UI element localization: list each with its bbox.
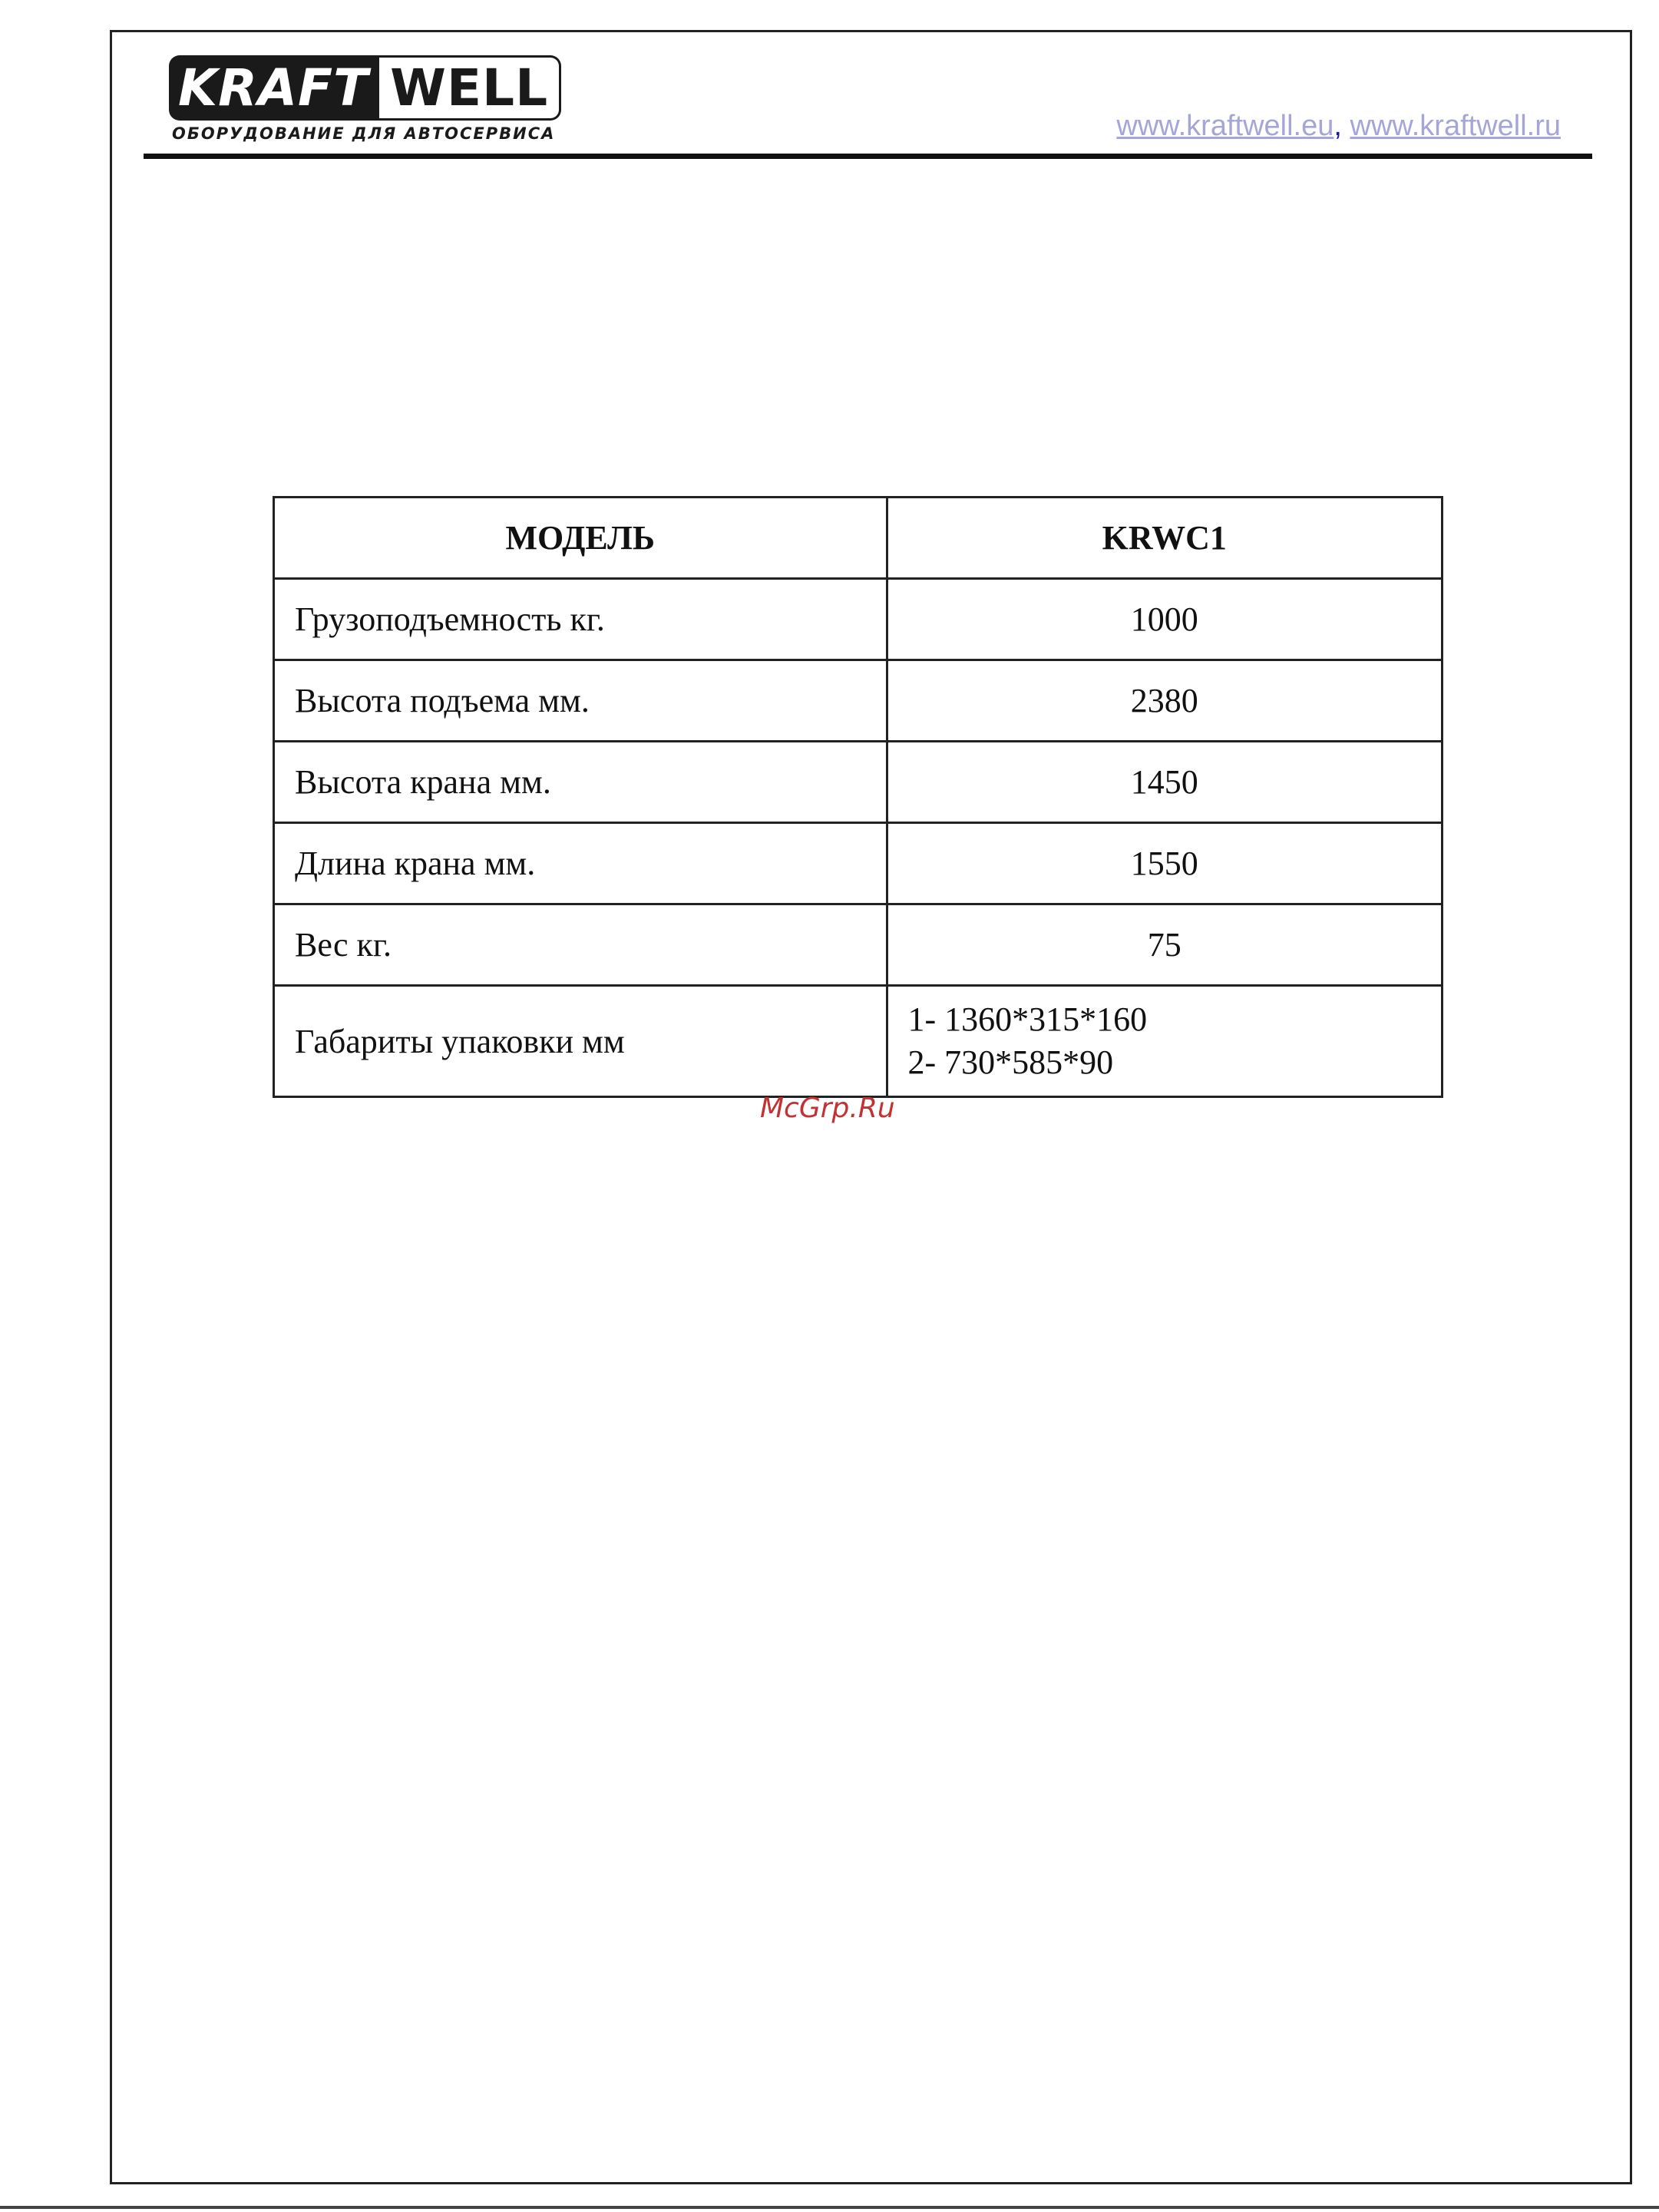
table-row	[274, 904, 1443, 986]
row-label: Высота подъема мм.	[274, 660, 887, 742]
spec-table	[273, 496, 1443, 1098]
table-row	[274, 823, 1443, 904]
watermark: McGrp.Ru	[760, 1093, 895, 1124]
packaging-label: Габариты упаковки мм	[274, 986, 887, 1097]
link-kraftwell-ru[interactable]: www.kraftwell.ru	[1350, 110, 1561, 142]
row-label: Длина крана мм.	[274, 823, 887, 904]
row-label: Высота крана мм.	[274, 742, 887, 823]
logo-brand-well: WELL	[379, 55, 561, 121]
row-value: 1000	[887, 579, 1442, 660]
table-row	[274, 579, 1443, 660]
row-value: 1550	[887, 823, 1442, 904]
packaging-line-2: 2- 730*585*90	[907, 1043, 1114, 1081]
packaging-value	[887, 986, 1442, 1097]
row-value: 2380	[887, 660, 1442, 742]
header-model-cell: KRWC1	[887, 498, 1442, 579]
table-row	[274, 660, 1443, 742]
row-value: 75	[887, 904, 1442, 986]
link-separator: ,	[1333, 110, 1342, 142]
table-row	[274, 742, 1443, 823]
site-links	[1116, 110, 1561, 143]
packaging-line-1: 1- 1360*315*160	[907, 1000, 1148, 1038]
row-label: Вес кг.	[274, 904, 887, 986]
logo-brand-kraft: KRAFT	[169, 55, 379, 121]
row-value: 1450	[887, 742, 1442, 823]
bottom-edge-line	[0, 2206, 1659, 2209]
header-divider	[144, 154, 1592, 159]
table-header-row	[274, 498, 1443, 579]
kraftwell-logo	[169, 55, 576, 146]
logo-wordmark	[169, 55, 561, 121]
table-row-packaging	[274, 986, 1443, 1097]
logo-tagline: ОБОРУДОВАНИЕ ДЛЯ АВТОСЕРВИСА	[172, 124, 556, 143]
row-label: Грузоподъемность кг.	[274, 579, 887, 660]
link-kraftwell-eu[interactable]: www.kraftwell.eu	[1116, 110, 1334, 142]
header-label-cell: МОДЕЛЬ	[274, 498, 887, 579]
